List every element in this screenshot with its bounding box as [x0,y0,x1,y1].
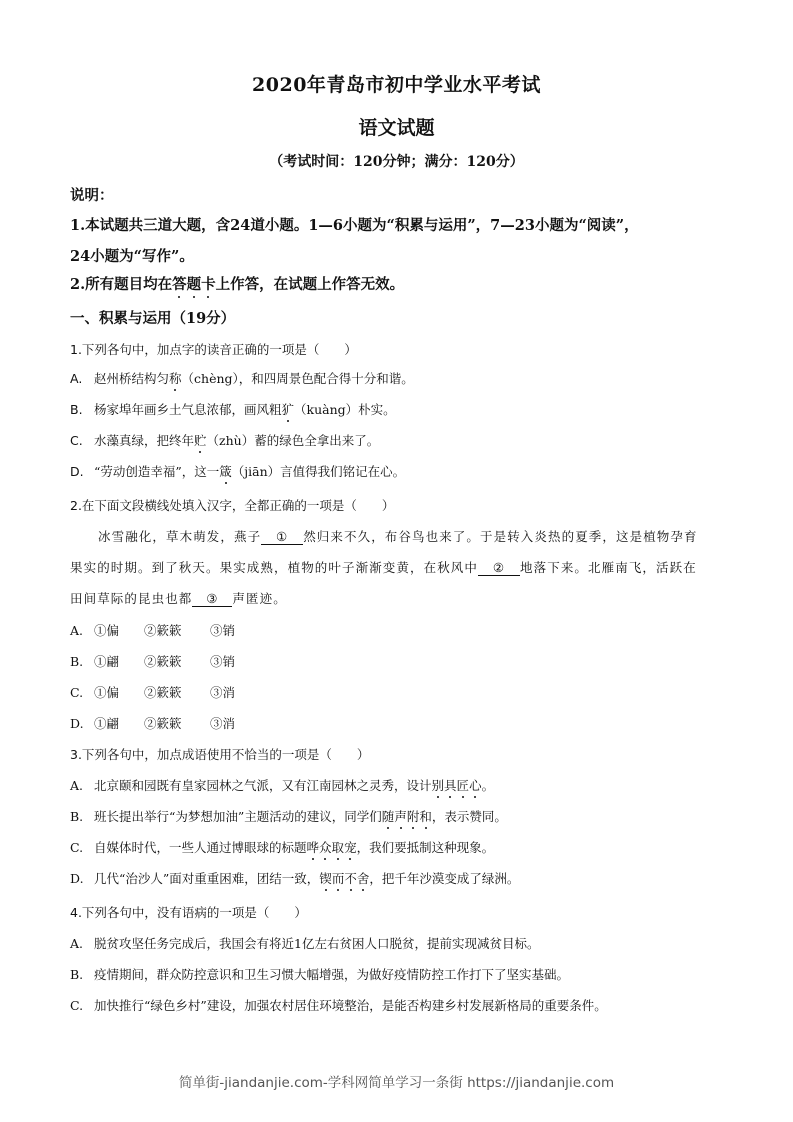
question-1-option-d: D. “劳动创造幸福”，这一箴（jiān）言值得我们铭记在心。 [70,464,406,479]
emphasis-char: 题 [187,273,202,294]
question-1-option-c: C. 水藻真绿，把终年贮（zhù）蓄的绿色全拿出来了。 [70,433,380,448]
blank-3: ③ [192,591,232,607]
question-3-stem: 3.下列各句中，加点成语使用不恰当的一项是（ ） [70,747,370,762]
passage-line-3: 田间草际的昆虫也都 ③ 声匿迹。 [70,591,287,606]
subject-title: 语文试题 [358,117,435,139]
question-4-option-b: B. 疫情期间，群众防控意识和卫生习惯大幅增强，为做好疫情防控工作打下了坚实基础。 [70,967,570,982]
emphasis-char: 答 [172,273,187,294]
blank-2: ② [478,560,520,576]
question-3-option-b: B. 班长提出举行“为梦想加油”主题活动的建议，同学们随声附和，表示赞同。 [70,809,507,824]
question-3-option-c: C. 自媒体时代，一些人通过博眼球的标题哗众取宠，我们要抵制这种现象。 [70,840,495,855]
passage-line-1: 冰雪融化，草木萌发，燕子 ① 然归来不久，布谷鸟也来了。于是转入炎热的夏季，这是植物孕育 [98,529,698,544]
question-4-stem: 4.下列各句中，没有语病的一项是（ ） [70,905,307,920]
instruction-1-line2: 24小题为“写作”。 [70,248,194,265]
blank-1: ① [261,529,303,545]
question-1-option-b: B. 杨家埠年画乡土气息浓郁，画风粗犷（kuàng）朴实。 [70,402,396,417]
question-4-option-a: A. 脱贫攻坚任务完成后，我国会有将近1亿左右贫困人口脱贫，提前实现减贫目标。 [70,936,540,951]
instructions-label: 说明： [70,187,114,204]
instruction-2: 2.所有题目均在答题卡上作答，在试题上作答无效。 [70,273,404,294]
exam-title: 2020年青岛市初中学业水平考试 [252,74,541,96]
emphasis-char: 卡 [201,273,216,294]
question-1-option-a: A. 赵州桥结构匀称（chèng），和四周景色配合得十分和谐。 [70,371,414,386]
question-2-option-a: A. ①偏 ②簌簌 ③销 [70,623,236,638]
passage-line-2: 果实的时期。到了秋天。果实成熟，植物的叶子渐渐变黄，在秋风中 ② 地落下来。北雁南飞，活跃在 [70,560,697,575]
watermark-footer: 简单街-jiandanjie.com-学科网简单学习一条街 https://jiandanjie.com [178,1075,615,1091]
question-2-option-b: B. ①翩 ②簌簌 ③销 [70,654,236,669]
question-3-option-a: A. 北京颐和园既有皇家园林之气派，又有江南园林之灵秀，设计别具匠心。 [70,778,495,793]
question-1-stem: 1.下列各句中，加点字的读音正确的一项是（ ） [70,342,357,357]
question-4-option-c: C. 加快推行“绿色乡村”建设，加强农村居住环境整治，是能否构建乡村发展新格局的重要条件。 [70,998,607,1013]
exam-info: （考试时间：120分钟；满分：120分） [269,154,524,170]
instruction-1-line1: 1.本试题共三道大题，含24道小题。1—6小题为“积累与运用”，7—23小题为“阅读”， [70,217,639,234]
question-3-option-d: D. 几代“治沙人”面对重重困难，团结一致，锲而不舍，把千年沙漠变成了绿洲。 [70,871,520,886]
question-2-option-c: C. ①偏 ②簌簌 ③消 [70,685,236,700]
section-heading: 一、积累与运用（19分） [70,310,236,327]
question-2-stem: 2.在下面文段横线处填入汉字，全都正确的一项是（ ） [70,498,395,513]
question-2-option-d: D. ①翩 ②簌簌 ③消 [70,716,236,731]
